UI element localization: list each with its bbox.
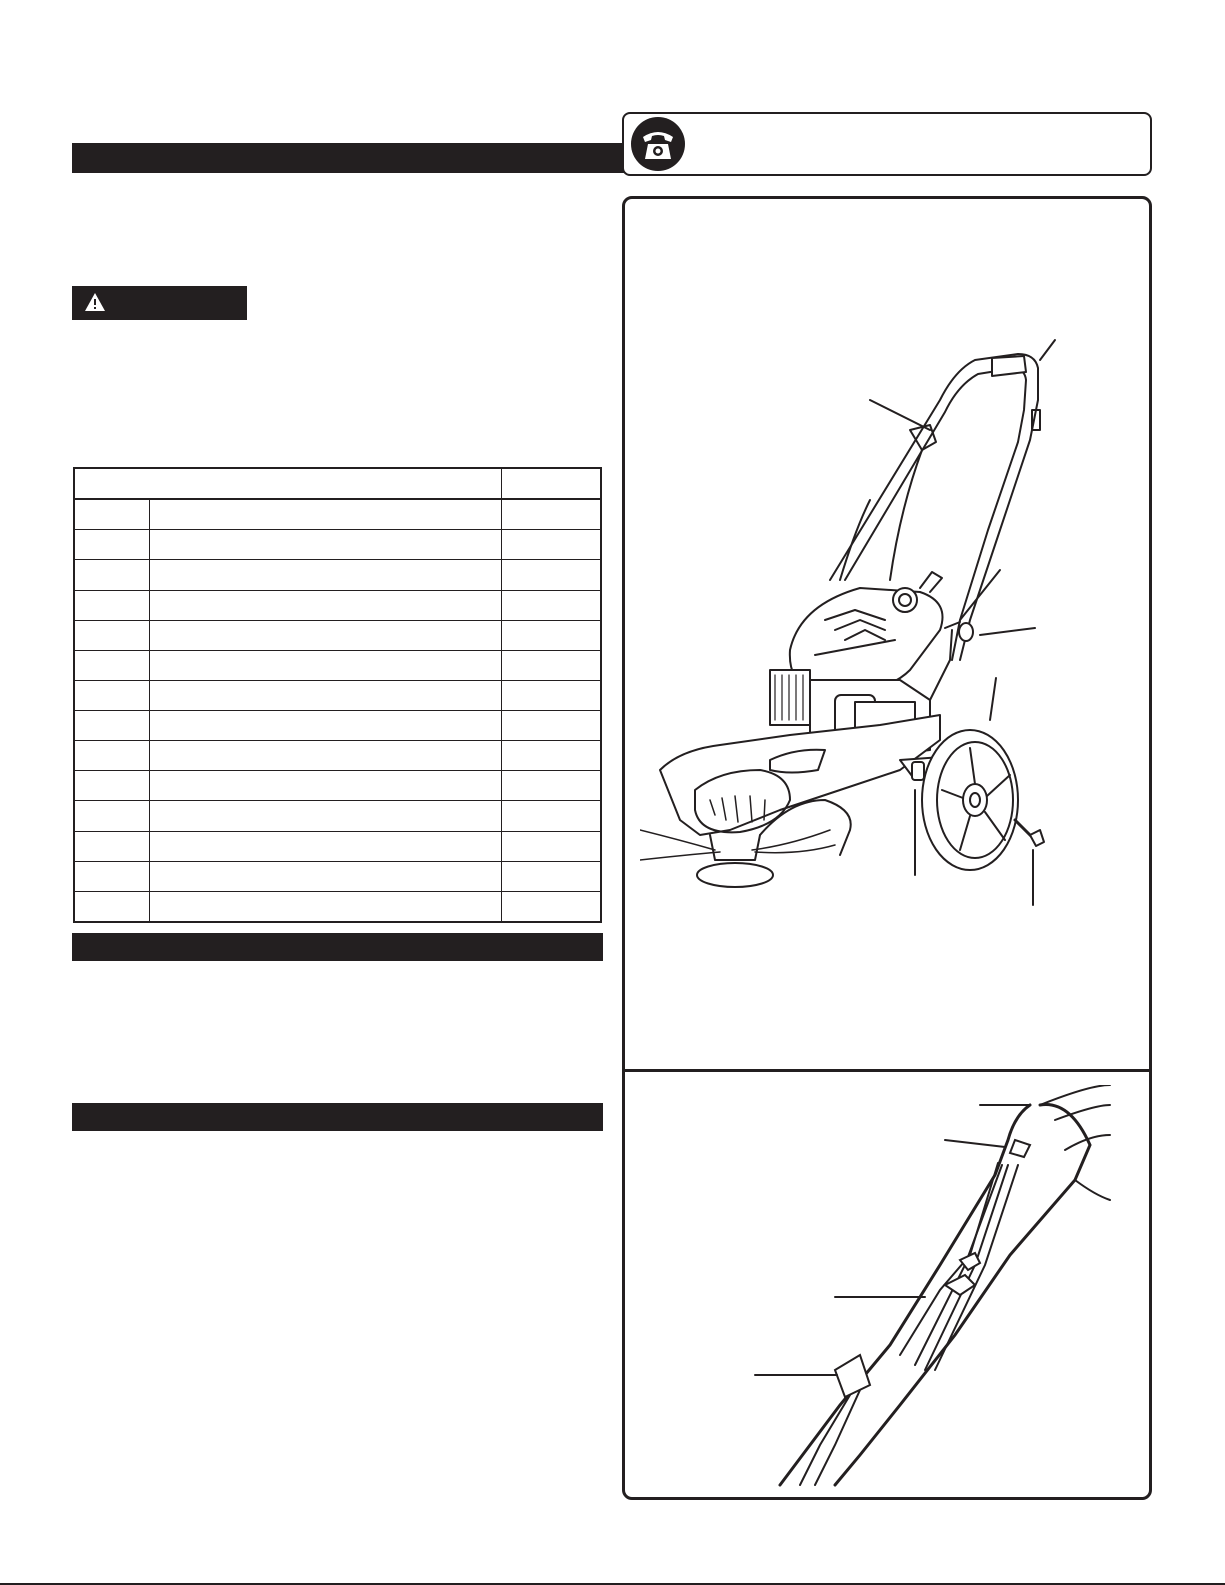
row-key xyxy=(74,831,150,861)
row-qty xyxy=(502,530,602,560)
telephone-icon xyxy=(631,117,685,171)
row-qty xyxy=(502,741,602,771)
table-row xyxy=(74,711,601,741)
table-row xyxy=(74,499,601,530)
row-qty xyxy=(502,711,602,741)
row-qty xyxy=(502,560,602,590)
row-desc xyxy=(150,801,502,831)
handle-detail-illustration xyxy=(740,1085,1140,1495)
row-key xyxy=(74,771,150,801)
unpacking-section-bar xyxy=(72,143,624,173)
row-desc xyxy=(150,891,502,922)
warning-badge xyxy=(72,286,247,320)
row-desc xyxy=(150,560,502,590)
handle-section-bar xyxy=(72,1103,603,1131)
row-qty xyxy=(502,771,602,801)
table-row xyxy=(74,861,601,891)
row-key xyxy=(74,891,150,922)
row-qty xyxy=(502,650,602,680)
packing-list-table xyxy=(73,467,602,923)
assembly-section-bar xyxy=(72,933,603,961)
table-row xyxy=(74,620,601,650)
row-key xyxy=(74,711,150,741)
table-row xyxy=(74,741,601,771)
table-header xyxy=(74,468,502,499)
row-key xyxy=(74,530,150,560)
row-key xyxy=(74,620,150,650)
table-row xyxy=(74,590,601,620)
table-row xyxy=(74,680,601,710)
table-row xyxy=(74,831,601,861)
row-key xyxy=(74,801,150,831)
customer-service-banner xyxy=(622,112,1152,176)
row-qty xyxy=(502,499,602,530)
row-qty xyxy=(502,831,602,861)
row-qty xyxy=(502,861,602,891)
row-qty xyxy=(502,801,602,831)
table-qty-header xyxy=(502,468,602,499)
row-qty xyxy=(502,620,602,650)
row-qty xyxy=(502,680,602,710)
row-key xyxy=(74,590,150,620)
row-key xyxy=(74,741,150,771)
row-key xyxy=(74,680,150,710)
table-header-row xyxy=(74,468,601,499)
row-qty xyxy=(502,891,602,922)
trimmer-assembly-illustration xyxy=(640,330,1140,930)
row-key xyxy=(74,560,150,590)
row-desc xyxy=(150,620,502,650)
row-desc xyxy=(150,650,502,680)
row-desc xyxy=(150,530,502,560)
row-desc xyxy=(150,499,502,530)
table-row xyxy=(74,650,601,680)
figure-divider xyxy=(622,1069,1152,1072)
table-row xyxy=(74,801,601,831)
row-key xyxy=(74,499,150,530)
row-key xyxy=(74,650,150,680)
row-key xyxy=(74,861,150,891)
table-row xyxy=(74,560,601,590)
table-row xyxy=(74,530,601,560)
row-desc xyxy=(150,741,502,771)
table-row xyxy=(74,891,601,922)
row-qty xyxy=(502,590,602,620)
row-desc xyxy=(150,771,502,801)
table-row xyxy=(74,771,601,801)
row-desc xyxy=(150,711,502,741)
row-desc xyxy=(150,680,502,710)
row-desc xyxy=(150,861,502,891)
row-desc xyxy=(150,590,502,620)
row-desc xyxy=(150,831,502,861)
warning-triangle-icon xyxy=(84,292,106,312)
